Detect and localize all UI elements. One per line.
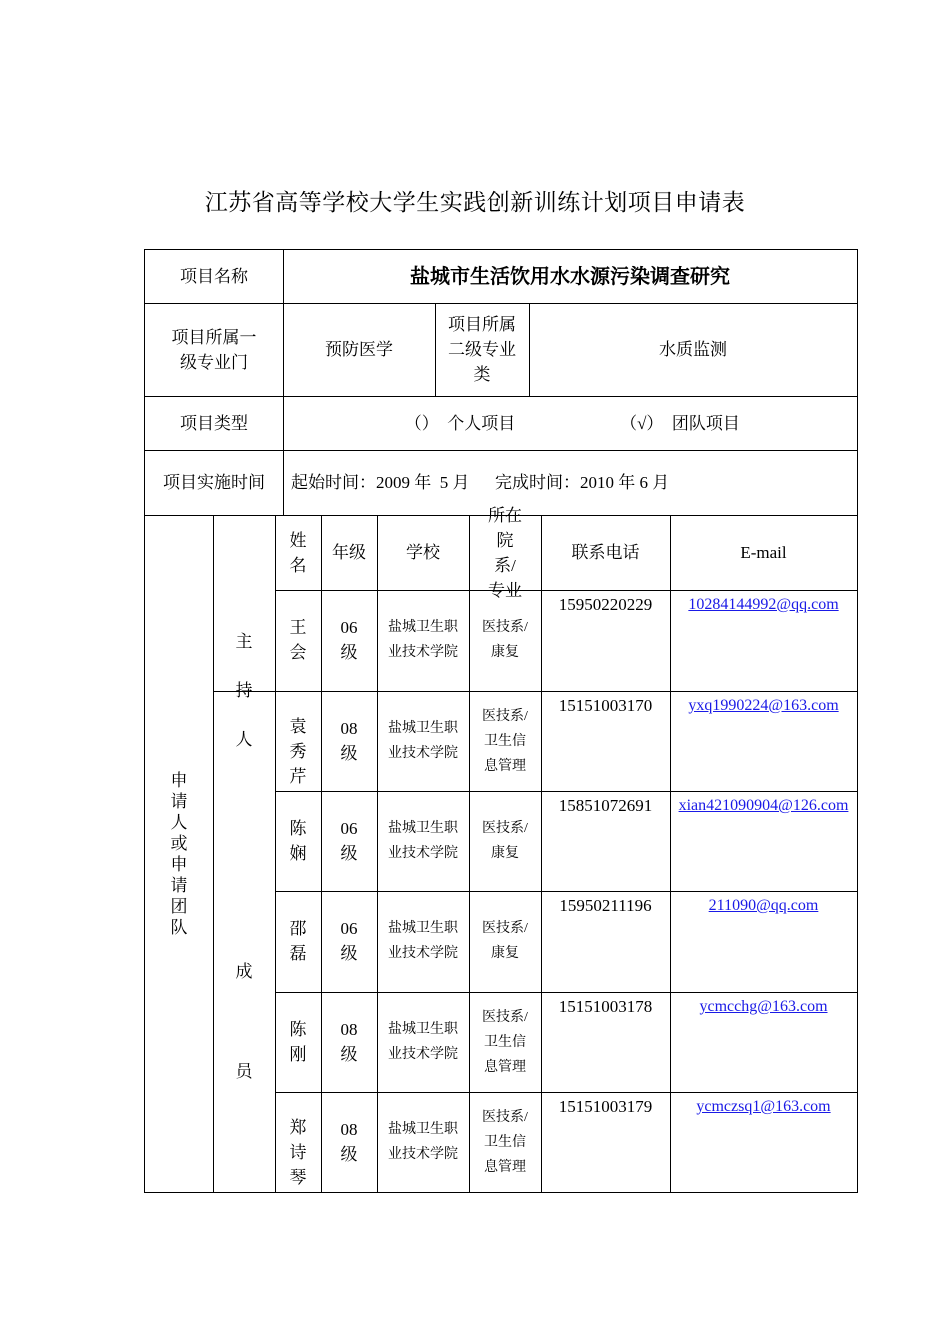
member-grade-part: 08 [340,1020,358,1039]
member-school-text: 盐城卫生职业技术学院 [388,1022,458,1062]
member-grade [321,992,377,1092]
member-name-char: 王 [289,618,307,637]
time-label: 项目实施时间 [163,473,265,492]
member-dept [469,1092,541,1192]
member-name [275,1092,321,1192]
member-email-link[interactable]: xian421090904@126.com [678,797,849,814]
member-grade [321,1092,377,1192]
member-name [275,891,321,991]
member-school-text: 盐城卫生职业技术学院 [388,1122,458,1162]
member-grade-part: 级 [340,1145,358,1164]
member-grade-part: 06 [340,618,358,637]
member-email [670,590,857,690]
member-school-text: 盐城卫生职业技术学院 [388,721,458,761]
member-name-char: 芹 [289,766,307,786]
host-label [213,590,275,791]
member-email [670,691,857,791]
member-name-char: 秀 [289,741,307,761]
member-school-text: 盐城卫生职业技术学院 [388,821,458,861]
member-dept [469,590,541,690]
member-phone: 15151003170 [558,696,653,715]
member-grade-part: 级 [340,643,358,662]
applicant-team-label [145,515,213,1192]
member-grade [321,891,377,991]
member-grade-part: 级 [340,744,358,763]
member-email [670,1092,857,1192]
member-email [670,791,857,891]
member-grade-part: 08 [340,1120,358,1139]
member-dept [469,691,541,791]
member-name-char: 娴 [289,844,307,863]
member-phone: 15950211196 [559,896,652,915]
member-email [670,891,857,991]
header-name: 姓名 [289,530,307,575]
member-email-link[interactable]: ycmczsq1@163.com [696,1098,831,1115]
member-dept-text: 医技系/康复 [482,620,528,660]
project-type-label: 项目类型 [180,413,248,433]
member-name-char: 诗 [289,1142,307,1162]
member-name-char: 袁 [289,716,307,736]
member-name [275,590,321,690]
member-phone: 15151003179 [558,1097,653,1116]
project-name-label: 项目名称 [180,267,248,286]
type-individual-option: （） 个人项目 [404,413,516,433]
member-name-char: 刚 [289,1045,307,1064]
project-name-value: 盐城市生活饮用水水源污染调查研究 [410,264,730,288]
member-name-char: 磊 [289,944,307,963]
member-school [377,691,469,791]
member-email-link[interactable]: ycmcchg@163.com [699,998,828,1015]
header-grade: 年级 [332,543,366,562]
member-name-char: 邵 [289,919,307,938]
member-school [377,992,469,1092]
member-grade-part: 06 [340,819,358,838]
host-char-1: 主 [235,632,253,651]
header-school: 学校 [406,543,440,562]
member-name-char: 琴 [289,1167,307,1187]
member-dept-text: 医技系/卫生信息管理 [482,1109,528,1175]
member-name-char: 陈 [289,819,307,838]
member-name [275,992,321,1092]
header-phone: 联系电话 [571,543,640,562]
members-label [213,791,275,1192]
member-name [275,791,321,891]
member-name-char: 郑 [289,1117,307,1137]
member-grade [321,791,377,891]
level1-value: 预防医学 [325,340,393,359]
member-phone: 15950220229 [558,595,653,614]
member-grade-part: 级 [340,944,358,963]
member-grade [321,590,377,690]
member-email-link[interactable]: 10284144992@qq.com [688,596,839,613]
member-dept-text: 医技系/卫生信息管理 [482,708,528,774]
member-name-char: 会 [289,643,307,662]
member-school [377,1092,469,1192]
member-school-text: 盐城卫生职业技术学院 [388,620,458,660]
member-dept-text: 医技系/卫生信息管理 [482,1009,528,1075]
member-char-1: 成 [235,961,253,981]
header-dept: 所在院系/专业 [488,505,522,600]
level1-label: 项目所属一级专业门 [171,327,257,372]
member-email [670,992,857,1092]
member-grade-part: 级 [340,844,358,863]
applicant-team-text: 申请人或申请团队 [170,770,188,937]
member-grade-part: 08 [340,719,358,738]
member-school [377,891,469,991]
member-dept-text: 医技系/康复 [482,821,528,861]
member-name [275,691,321,791]
member-email-link[interactable]: yxq1990224@163.com [688,697,839,714]
member-email-link[interactable]: 211090@qq.com [708,897,819,914]
host-char-3: 人 [235,730,253,749]
application-form-table [144,249,858,1193]
member-school [377,590,469,690]
level2-value: 水质监测 [659,340,727,359]
member-dept-text: 医技系/康复 [482,921,528,961]
member-school-text: 盐城卫生职业技术学院 [388,921,458,961]
member-phone: 15851072691 [558,796,653,815]
member-char-2: 员 [235,1061,253,1081]
member-grade-part: 级 [340,1045,358,1064]
type-team-option: （√） 团队项目 [620,413,740,433]
host-char-2: 持 [235,681,253,700]
member-school [377,791,469,891]
header-email: E-mail [740,543,787,562]
member-dept [469,791,541,891]
member-grade [321,691,377,791]
member-phone: 15151003178 [558,997,653,1016]
member-dept [469,992,541,1092]
member-dept [469,891,541,991]
member-grade-part: 06 [340,919,358,938]
level2-label: 项目所属二级专业类 [448,315,516,384]
member-name-char: 陈 [289,1020,307,1039]
page-title: 江苏省高等学校大学生实践创新训练计划项目申请表 [204,190,746,216]
time-value: 起始时间：2009 年 5 月 完成时间：2010 年 6 月 [291,473,670,492]
